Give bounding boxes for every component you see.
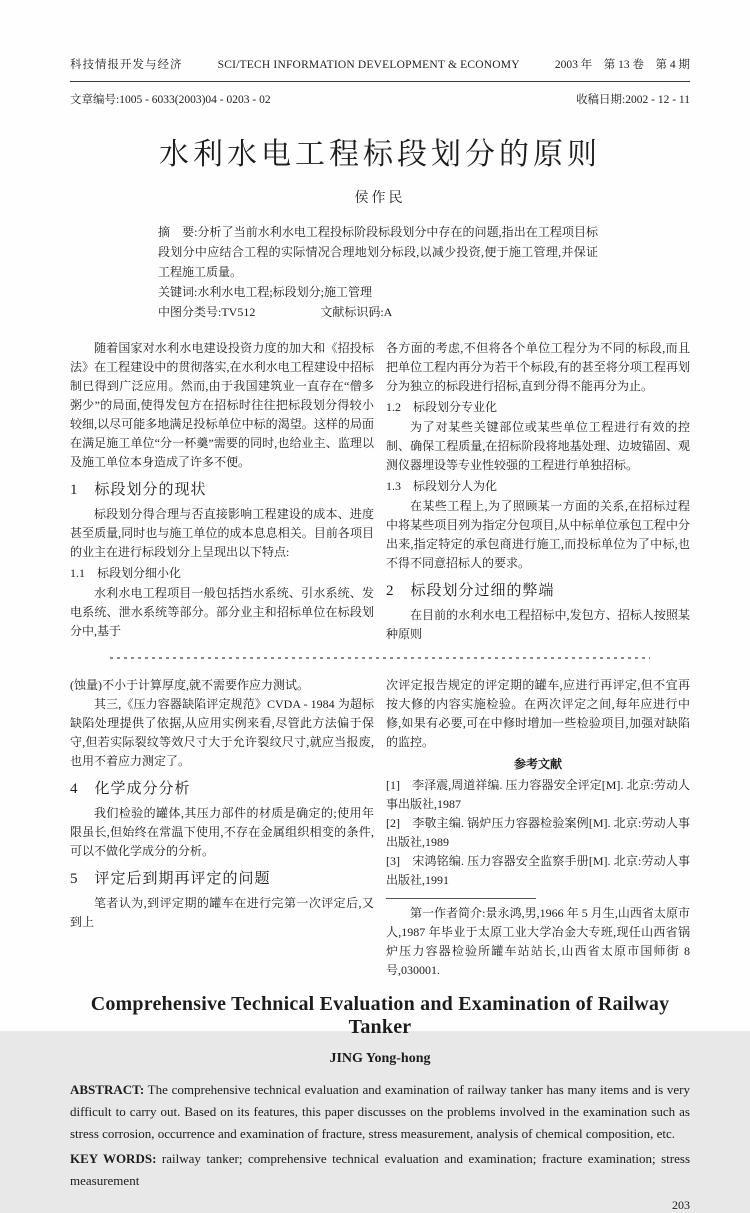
received-date: 收稿日期:2002 - 12 - 11: [576, 94, 690, 106]
section-heading-1: 1 标段划分的现状: [70, 482, 207, 498]
reference-item-2: [2] 李敬主编. 锅炉压力容器检验案例[M]. 北京:劳动人事出版社,1989: [386, 816, 690, 849]
paragraph: 次评定报告规定的评定期的罐车,应进行再评定,但不宜再按大修的内容实施检验。在两次评定之间,每年应进行中修,如果有必要,可在中修时增加一些检验项目,加强对缺陷的监控。: [386, 678, 690, 749]
journal-name-en: SCI/TECH INFORMATION DEVELOPMENT & ECONOMY: [217, 59, 520, 71]
article-author: 侯作民: [354, 191, 406, 206]
paragraph: (蚀量)不小于计算厚度,就不需要作应力测试。: [70, 678, 309, 692]
issue-info: 2003 年 第 13 卷 第 4 期: [554, 59, 690, 71]
english-abstract-label: ABSTRACT:: [70, 1082, 145, 1097]
left-column: [70, 339, 374, 644]
clc-number: 中图分类号:TV512: [158, 305, 256, 319]
first-author-bio: 第一作者简介:景永鸿,男,1966 年 5 月生,山西省太原市人,1987 年毕业于太原工业大学冶金大专班,现任山西省锅炉压力容器检验所罐车站站长,山西省太原市国师街 8 号,030001.: [386, 906, 690, 977]
english-keywords-text: railway tanker; comprehensive technical evaluation and examination; fracture examination; stress measurement: [70, 1151, 691, 1188]
subsection-heading-1-1: 1.1 标段划分细小化: [70, 566, 182, 580]
second-article-columns: [70, 676, 690, 980]
header-rule: [70, 81, 690, 82]
paragraph: 在目前的水利水电工程招标中,发包方、招标人按照某种原则: [386, 608, 690, 641]
article-body-columns: [70, 339, 690, 644]
document-code: 文献标识码:A: [320, 305, 393, 319]
english-abstract-text: The comprehensive technical evaluation and examination of railway tanker has many items and is very difficult to carry out. Based on its features, this paper discusses on the problems involved in the examination such as stress corrosion, occurrence and examination of fracture, stress measurement, analysis of chemical composition, etc.: [70, 1082, 691, 1141]
article-separator-dotted-rule: [110, 657, 649, 659]
english-author: JING Yong-hong: [329, 1051, 431, 1066]
reference-item-3: [3] 宋鸿铭编. 压力容器安全监察手册[M]. 北京:劳动人事出版社,1991: [386, 854, 690, 887]
section-heading-4: 4 化学成分分析: [70, 781, 191, 797]
article-meta-row: [70, 91, 690, 107]
author-bio-rule: [386, 898, 536, 899]
article-number: 文章编号:1005 - 6033(2003)04 - 0203 - 02: [70, 94, 271, 106]
subsection-heading-1-3: 1.3 标段划分人为化: [386, 479, 498, 493]
keywords-text: 关键词:水利水电工程;标段划分;施工管理: [158, 285, 373, 299]
paragraph: 我们检验的罐体,其压力部件的材质是确定的;使用年限虽长,但始终在常温下使用,不存在金属组织相变的条件,可以不做化学成分的分析。: [70, 806, 374, 858]
running-header: [70, 56, 690, 72]
english-keywords-label: KEY WORDS:: [70, 1151, 157, 1166]
abstract-block: [158, 222, 598, 322]
right-column: [386, 339, 690, 644]
english-title: Comprehensive Technical Evaluation and Examination of Railway Tanker: [90, 993, 670, 1038]
paragraph: 其三,《压力容器缺陷评定规范》CVDA - 1984 为超标缺陷处理提供了依据,从应用实例来看,尽管此方法偏于保守,但若实际裂纹等效尺寸大于允许裂纹尺寸,就应当报废,也用不着应力测定了。: [70, 697, 374, 768]
page-number: 203: [672, 1198, 690, 1212]
paragraph: 各方面的考虑,不但将各个单位工程分为不同的标段,而且把单位工程内再分为若干个标段,有的甚至将分项工程再划分为独立的标段进行招标,直到分得不能再分为止。: [386, 341, 690, 393]
section-heading-5: 5 评定后到期再评定的问题: [70, 871, 271, 887]
english-keywords: [70, 1148, 690, 1192]
left-column: [70, 676, 374, 980]
paragraph: 为了对某些关键部位或某些单位工程进行有效的控制、确保工程质量,在招标阶段将地基处理、边坡锚固、观测仪器埋设等专业性较强的工程进行单独招标。: [386, 420, 690, 472]
paragraph: 笔者认为,到评定期的罐车在进行完第一次评定后,又到上: [70, 896, 374, 929]
paragraph: 水利水电工程项目一般包括挡水系统、引水系统、发电系统、泄水系统等部分。部分业主和招标单位在标段划分中,基于: [70, 586, 374, 638]
english-abstract: [70, 1079, 690, 1145]
paragraph: 标段划分得合理与否直接影响工程建设的成本、进度甚至质量,同时也与施工单位的成本息息相关。目前各项目的业主在进行标段划分上呈现出以下特点:: [70, 507, 374, 559]
journal-name-cn: 科技情报开发与经济: [70, 59, 183, 71]
subsection-heading-1-2: 1.2 标段划分专业化: [386, 400, 498, 414]
references-heading: 参考文献: [513, 757, 562, 771]
abstract-text: 摘 要:分析了当前水利水电工程投标阶段标段划分中存在的问题,指出在工程项目标段划分中应结合工程的实际情况合理地划分标段,以减少投资,便于施工管理,并保证工程施工质量。: [158, 225, 598, 279]
paragraph: 在某些工程上,为了照顾某一方面的关系,在招标过程中将某些项目列为指定分包项目,从中标单位承包工程中分出来,指定特定的承包商进行施工,而投标单位为了中标,也不得不同意招标人的要求。: [386, 499, 690, 570]
reference-item-1: [1] 李泽震,周道祥编. 压力容器安全评定[M]. 北京:劳动人事出版社,1987: [386, 778, 690, 811]
article-title: 水利水电工程标段划分的原则: [159, 138, 601, 171]
paragraph: 随着国家对水利水电建设投资力度的加大和《招投标法》在工程建设中的贯彻落实,在水利水电工程建设中招标制已得到广泛应用。然而,由于我国建筑业一直存在“僧多粥少”的局面,使得发包方在招标时往往把标段划分得较小较细,以尽可能多地满足投标单位中标的渴望。这样的局面在满足施工单位“分一杯羹”需要的同时,也给业主、监理以及施工单位本身造成了许多不便。: [70, 341, 374, 469]
right-column: [386, 676, 690, 980]
section-heading-2: 2 标段划分过细的弊端: [386, 583, 555, 599]
classification-row: [158, 302, 598, 322]
